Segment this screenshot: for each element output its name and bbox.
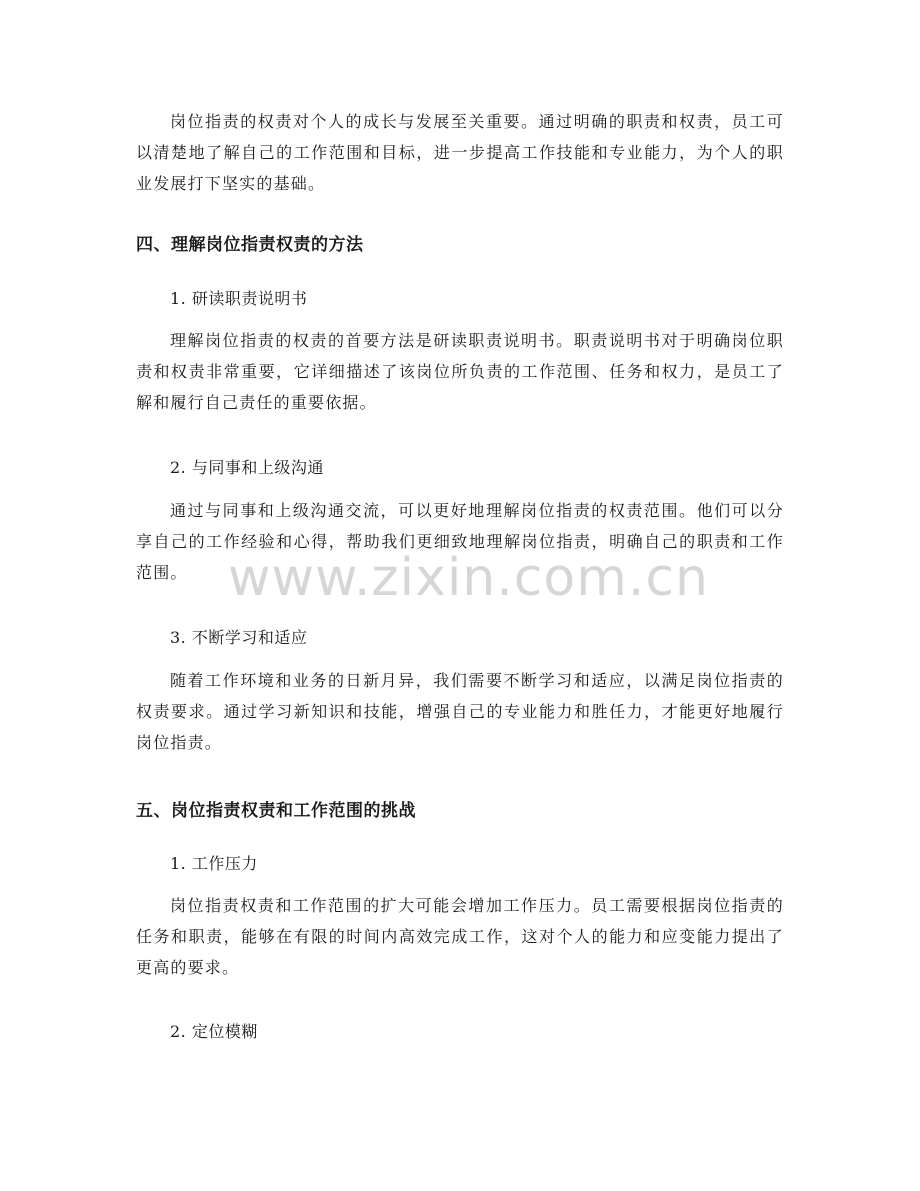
- paragraph-5-1: 岗位指责权责和工作范围的扩大可能会增加工作压力。员工需要根据岗位指责的任务和职责，能够在有限的时间内高效完成工作，这对个人的能力和应变能力提出了更高的要求。: [136, 896, 784, 977]
- paragraph-4-3: 随着工作环境和业务的日新月异，我们需要不断学习和适应，以满足岗位指责的权责要求。通过学习新知识和技能，增强自己的专业能力和胜任力，才能更好地履行岗位指责。: [136, 671, 784, 752]
- watermark: www.zixin.com.cn: [228, 548, 709, 608]
- subheading-4-3: 3. 不断学习和适应: [170, 628, 308, 647]
- subheading-5-1: 1. 工作压力: [170, 854, 258, 873]
- section-4-heading: 四、理解岗位指责权责的方法: [136, 235, 364, 255]
- paragraph-4-2: 通过与同事和上级沟通交流，可以更好地理解岗位指责的权责范围。他们可以分享自己的工作经验和心得，帮助我们更细致地理解岗位指责，明确自己的职责和工作范围。: [136, 501, 784, 582]
- subheading-4-2: 2. 与同事和上级沟通: [170, 458, 324, 477]
- subheading-5-2: 2. 定位模糊: [170, 1022, 258, 1041]
- paragraph-4-1: 理解岗位指责的权责的首要方法是研读职责说明书。职责说明书对于明确岗位职责和权责非常重要，它详细描述了该岗位所负责的工作范围、任务和权力，是员工了解和履行自己责任的重要依据。: [136, 331, 784, 412]
- intro-paragraph: 岗位指责的权责对个人的成长与发展至关重要。通过明确的职责和权责，员工可以清楚地了解自己的工作范围和目标，进一步提高工作技能和专业能力，为个人的职业发展打下坚实的基础。: [136, 112, 784, 193]
- section-5-heading: 五、岗位指责权责和工作范围的挑战: [136, 801, 416, 821]
- subheading-4-1: 1. 研读职责说明书: [170, 289, 308, 308]
